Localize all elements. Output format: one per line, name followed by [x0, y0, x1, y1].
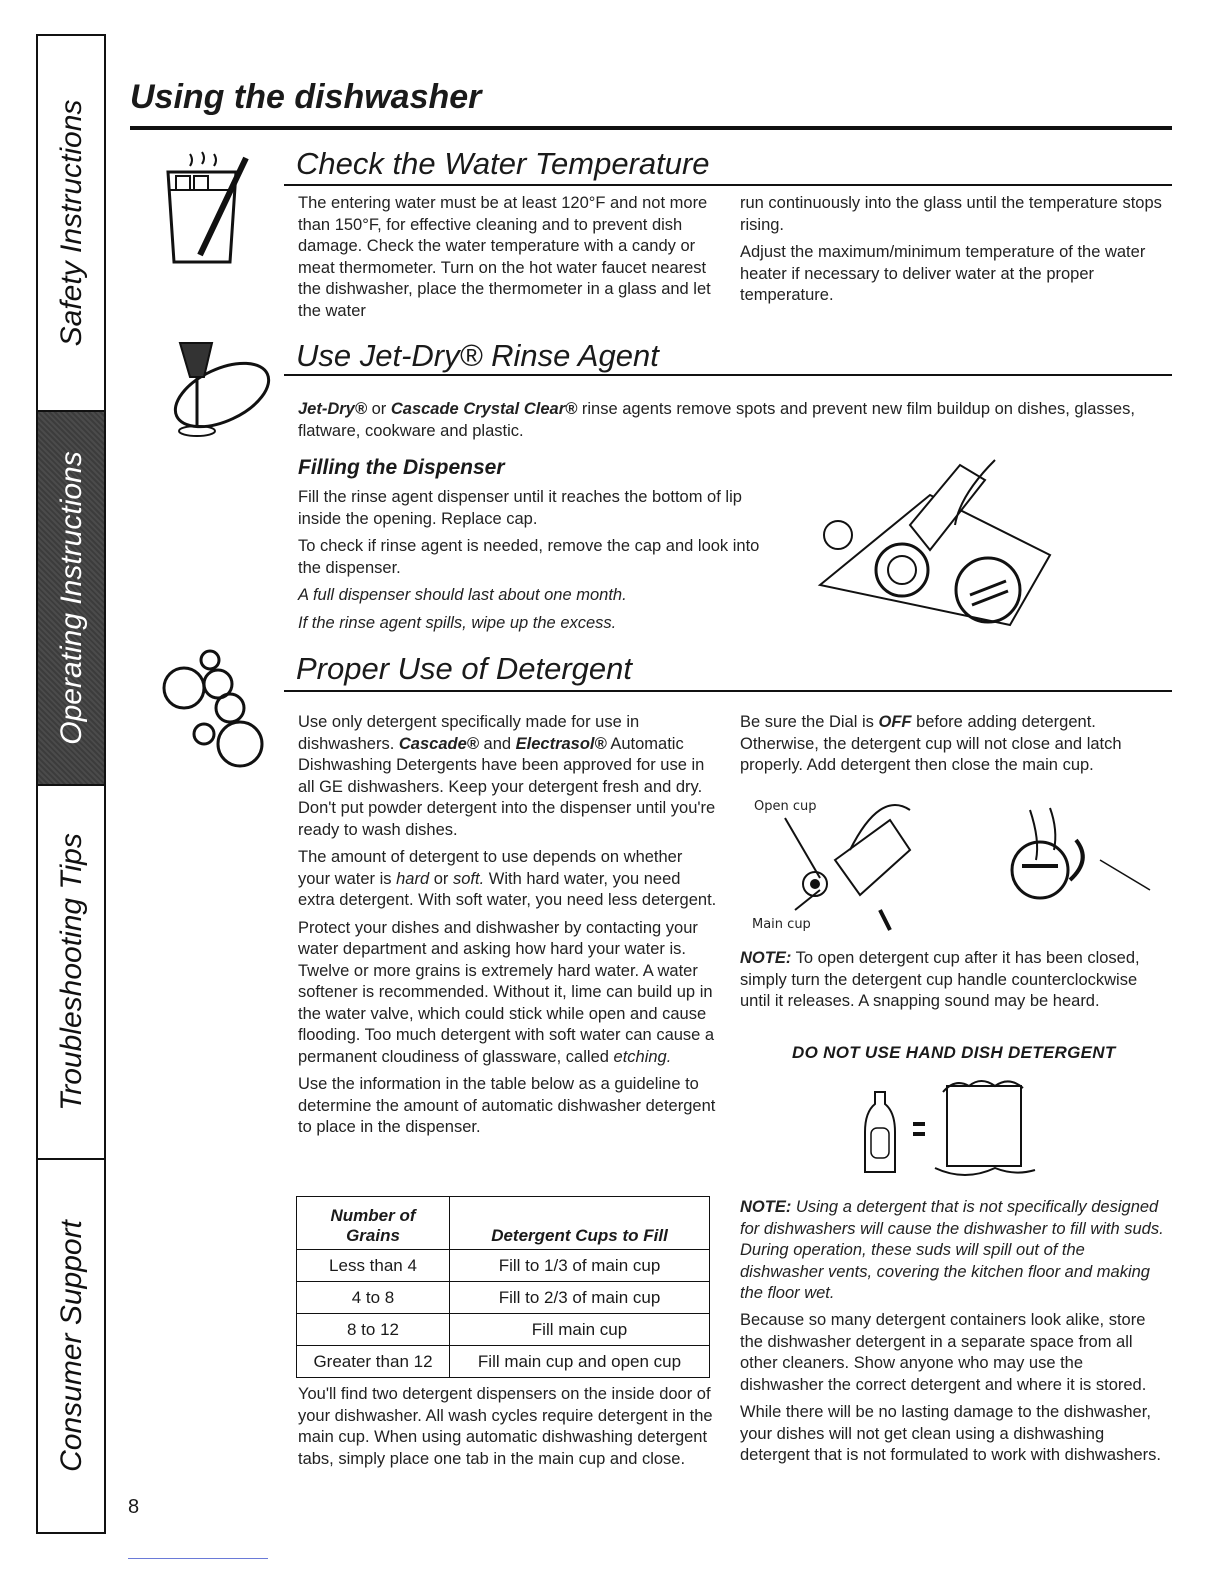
- footer-line: [128, 1558, 268, 1559]
- detergent-left-column: [298, 712, 718, 1145]
- brand-name: Jet-Dry®: [298, 400, 368, 418]
- brand-name: Electrasol®: [515, 734, 607, 753]
- paragraph: [298, 712, 718, 841]
- table-cell: Fill to 1/3 of main cup: [450, 1250, 710, 1282]
- table-row: [297, 1314, 710, 1346]
- thermometer-glass-icon: [160, 150, 260, 270]
- table-cell: Greater than 12: [297, 1346, 450, 1378]
- table-cell: 8 to 12: [297, 1314, 450, 1346]
- text: before adding detergent. Otherwise, the detergent cup will not close and latch properly. Add detergent then close the main cup.: [740, 713, 1122, 774]
- brand-name: Cascade Crystal Clear®: [390, 400, 578, 418]
- note-open-cup-text: [740, 948, 1165, 1013]
- table-cell: Less than 4: [297, 1250, 450, 1282]
- text: Using a detergent that is not specifically designed for dishwashers will cause the dishwasher to fill with suds. During operation, these suds will spill out of the dishwasher vents, covering the kitchen floor and making the floor wet.: [740, 1198, 1164, 1302]
- detergent-table: [296, 1196, 710, 1378]
- paragraph: While there will be no lasting damage to the dishwasher, your dishes will not get clean using a dishwashing detergent that is not formulated to work with dishwashers.: [740, 1403, 1161, 1464]
- detergent-storage-text: [740, 1310, 1165, 1473]
- tab-consumer-support[interactable]: [38, 1158, 106, 1532]
- paragraph: A full dispenser should last about one month.: [298, 586, 627, 604]
- text: or: [429, 869, 453, 888]
- paragraph: Because so many detergent containers look alike, store the dishwasher detergent in a separate space from all other cleaners. Show anyone who may use the dishwasher the correct detergent and where it is stored.: [740, 1311, 1147, 1394]
- title-divider: [130, 126, 1172, 130]
- paragraph: To check if rinse agent is needed, remove the cap and look into the dispenser.: [298, 537, 760, 577]
- section-divider: [284, 374, 1172, 376]
- text: Protect your dishes and dishwasher by contacting your water department and asking how hard your water is. Twelve or more grains is extremely hard water. A water softener is recommended. Without it, lime can build up in the water valve, which could stick while open and cause flooding. Too much detergent with soft water can cause a permanent cloudiness of glassware, called: [298, 918, 715, 1066]
- hand-detergent-warning: DO NOT USE HAND DISH DETERGENT: [792, 1043, 1116, 1062]
- section-divider: [284, 690, 1172, 692]
- brand-name: Cascade®: [398, 734, 479, 753]
- water-temp-right-text: [740, 193, 1165, 313]
- tab-label: Consumer Support: [55, 1220, 88, 1472]
- table-row: [297, 1250, 710, 1282]
- section-title-water-temperature: Check the Water Temperature: [296, 146, 710, 181]
- main-cup-label: Main cup: [752, 917, 811, 932]
- column-header-cups: Detergent Cups to Fill: [450, 1197, 710, 1250]
- tab-safety-instructions[interactable]: [38, 36, 106, 410]
- text: OFF: [878, 713, 912, 731]
- note-suds-text: [740, 1197, 1170, 1305]
- text: hard: [396, 869, 430, 888]
- suds-overflow-illustration: [855, 1072, 1045, 1184]
- dispenser-note-text: You'll find two detergent dispensers on the inside door of your dishwasher. All wash cycles require detergent in the main cup. When using automatic dishwashing detergent tabs, simply place one tab in the main cup and close.: [298, 1385, 713, 1468]
- tab-label: Safety Instructions: [55, 99, 88, 347]
- section-title-detergent: Proper Use of Detergent: [296, 651, 633, 686]
- table-row: [297, 1282, 710, 1314]
- dial-off-text: [740, 712, 1165, 777]
- filling-dispenser-text: [298, 487, 768, 640]
- text: Use only detergent specifically made for use in dishwashers.: [298, 713, 640, 753]
- table-header-row: [297, 1197, 710, 1250]
- page-title: Using the dishwasher: [130, 78, 482, 116]
- text: Be sure the Dial is: [740, 713, 879, 731]
- open-cup-label: Open cup: [754, 799, 817, 814]
- column-header-grains: Number of Grains: [297, 1197, 450, 1250]
- tab-label: Operating Instructions: [55, 451, 88, 745]
- paragraph: Use the information in the table below as a guideline to determine the amount of automatic dishwasher detergent to place in the dispenser.: [298, 1075, 716, 1136]
- text: and: [478, 734, 516, 753]
- note-label: NOTE:: [740, 949, 792, 967]
- table-row: [297, 1346, 710, 1378]
- text: To open detergent cup after it has been closed, simply turn the detergent cup handle counterclockwise until it releases. A snapping sound may be heard.: [740, 949, 1140, 1010]
- side-navigation: [36, 34, 106, 1534]
- rinse-intro-text: [298, 399, 1158, 442]
- table-cell: Fill main cup and open cup: [450, 1346, 710, 1378]
- paragraph: If the rinse agent spills, wipe up the excess.: [298, 613, 617, 632]
- tab-operating-instructions[interactable]: [38, 410, 106, 784]
- text: The amount of detergent to use depends on whether your water is: [298, 848, 683, 888]
- section-title-rinse-agent: Use Jet-Dry® Rinse Agent: [296, 338, 659, 373]
- paragraph: run continuously into the glass until the temperature stops rising.: [740, 194, 1162, 234]
- text: or: [367, 400, 391, 418]
- text: rinse agents remove spots and prevent new film buildup on dishes, glasses, flatware, cookware and plastic.: [298, 400, 1135, 440]
- sidebar-border: [104, 34, 106, 1534]
- text: etching.: [613, 1047, 672, 1066]
- paragraph: [298, 847, 718, 912]
- text: With hard water, you need extra detergent. With soft water, you need less detergent.: [298, 869, 717, 909]
- text: soft.: [453, 869, 485, 888]
- wine-glass-plate-icon: [160, 335, 280, 445]
- table-cell: 4 to 8: [297, 1282, 450, 1314]
- tab-troubleshooting-tips[interactable]: [38, 784, 106, 1158]
- page-number: 8: [128, 1496, 140, 1518]
- tab-label: Troubleshooting Tips: [55, 833, 88, 1111]
- table-cell: Fill to 2/3 of main cup: [450, 1282, 710, 1314]
- table-cell: Fill main cup: [450, 1314, 710, 1346]
- paragraph: Fill the rinse agent dispenser until it reaches the bottom of lip inside the opening. Replace cap.: [298, 488, 742, 528]
- section-divider: [284, 184, 1172, 186]
- subheading-filling-dispenser: Filling the Dispenser: [298, 456, 505, 479]
- paragraph: Adjust the maximum/minimum temperature of the water heater if necessary to deliver water at the proper temperature.: [740, 243, 1146, 304]
- water-temp-left-text: The entering water must be at least 120°F and not more than 150°F, for effective cleaning and to prevent dish damage. Check the water temperature with a candy or meat thermometer. Turn on the hot water faucet nearest the dishwasher, place the thermometer in a glass and let the water: [298, 194, 711, 320]
- rinse-dispenser-illustration: [810, 455, 1060, 637]
- text: Automatic Dishwashing Detergents have been approved for use in all GE dishwashers. Keep your detergent fresh and dry. Don't put powder detergent into the dispenser until you're ready to wash dishes.: [298, 734, 716, 839]
- bubbles-icon: [160, 648, 270, 774]
- paragraph: [298, 918, 718, 1069]
- note-label: NOTE:: [740, 1198, 792, 1216]
- detergent-cup-illustration: [740, 780, 1160, 940]
